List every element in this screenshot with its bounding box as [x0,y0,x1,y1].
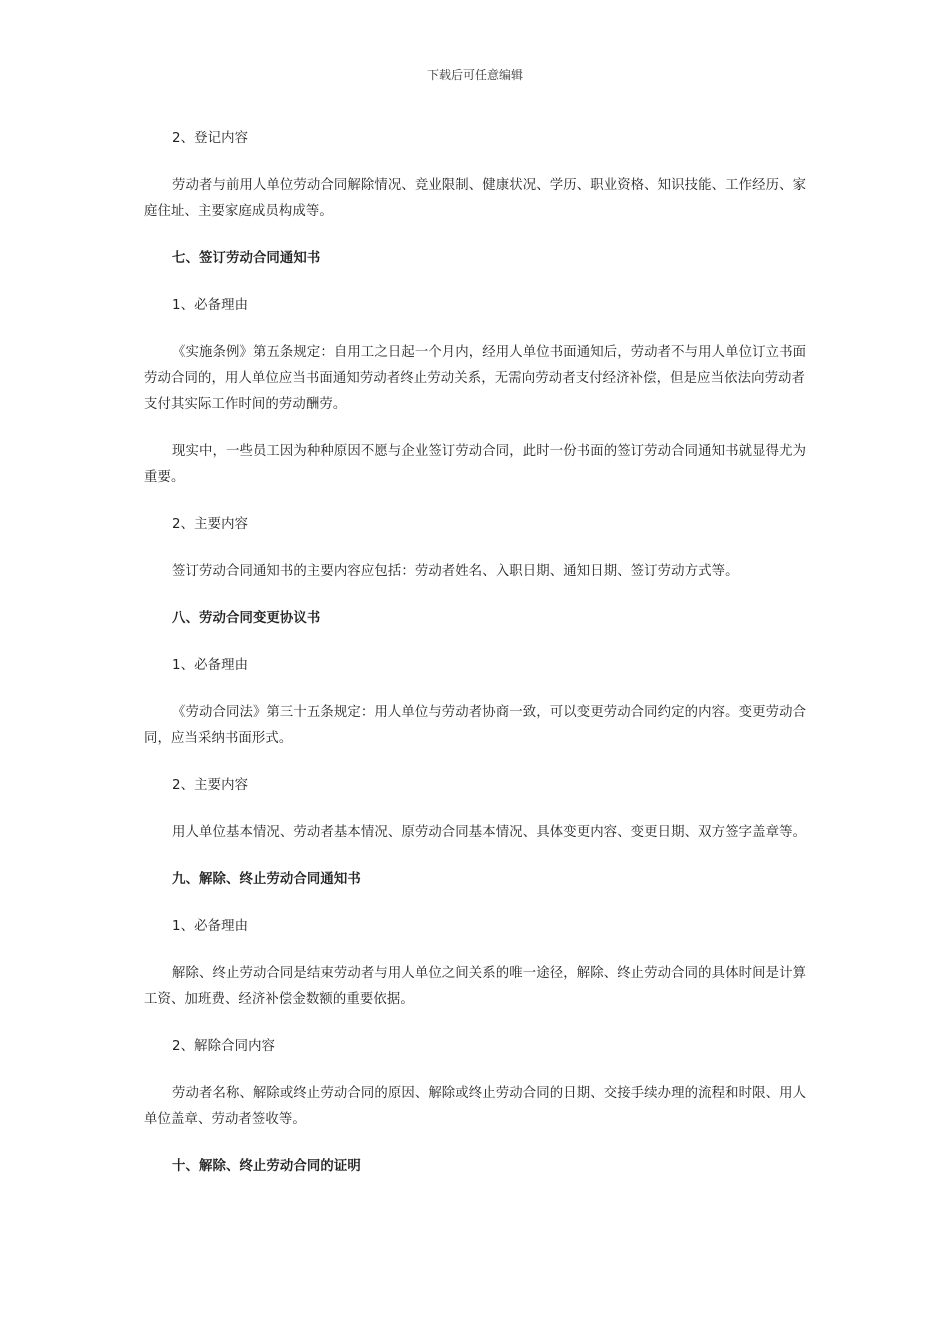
section-heading: 十、解除、终止劳动合同的证明 [172,1159,361,1174]
section-heading: 八、劳动合同变更协议书 [172,611,321,626]
paragraph: 1、必备理由 [172,298,249,313]
paragraph: 2、登记内容 [172,131,249,146]
paragraph: 《劳动合同法》第三十五条规定：用人单位与劳动者协商一致，可以变更劳动合同约定的内容。变更劳动合同，应当采纳书面形式。 [144,705,807,746]
paragraph: 2、主要内容 [172,517,249,532]
page-header: 下载后可任意编辑 [426,68,523,82]
paragraph: 现实中，一些员工因为种种原因不愿与企业签订劳动合同，此时一份书面的签订劳动合同通知书就显得尤为重要。 [144,444,807,485]
section-heading: 七、签订劳动合同通知书 [172,251,321,266]
paragraph: 劳动者与前用人单位劳动合同解除情况、竞业限制、健康状况、学历、职业资格、知识技能、工作经历、家庭住址、主要家庭成员构成等。 [144,178,807,219]
paragraph: 1、必备理由 [172,658,249,673]
paragraph: 劳动者名称、解除或终止劳动合同的原因、解除或终止劳动合同的日期、交接手续办理的流程和时限、用人单位盖章、劳动者签收等。 [144,1086,807,1127]
paragraph: 1、必备理由 [172,919,249,934]
paragraph: 用人单位基本情况、劳动者基本情况、原劳动合同基本情况、具体变更内容、变更日期、双方签字盖章等。 [172,825,807,840]
document-body [144,126,814,1201]
paragraph: 解除、终止劳动合同是结束劳动者与用人单位之间关系的唯一途径，解除、终止劳动合同的具体时间是计算工资、加班费、经济补偿金数额的重要依据。 [144,966,807,1007]
paragraph: 2、主要内容 [172,778,249,793]
paragraph: 签订劳动合同通知书的主要内容应包括：劳动者姓名、入职日期、通知日期、签订劳动方式等。 [172,564,739,579]
paragraph: 2、解除合同内容 [172,1039,276,1054]
section-heading: 九、解除、终止劳动合同通知书 [172,872,361,887]
paragraph: 《实施条例》第五条规定：自用工之日起一个月内，经用人单位书面通知后，劳动者不与用人单位订立书面劳动合同的，用人单位应当书面通知劳动者终止劳动关系，无需向劳动者支付经济补偿，但是应当依法向劳动者支付其实际工作时间的劳动酬劳。 [144,345,807,412]
